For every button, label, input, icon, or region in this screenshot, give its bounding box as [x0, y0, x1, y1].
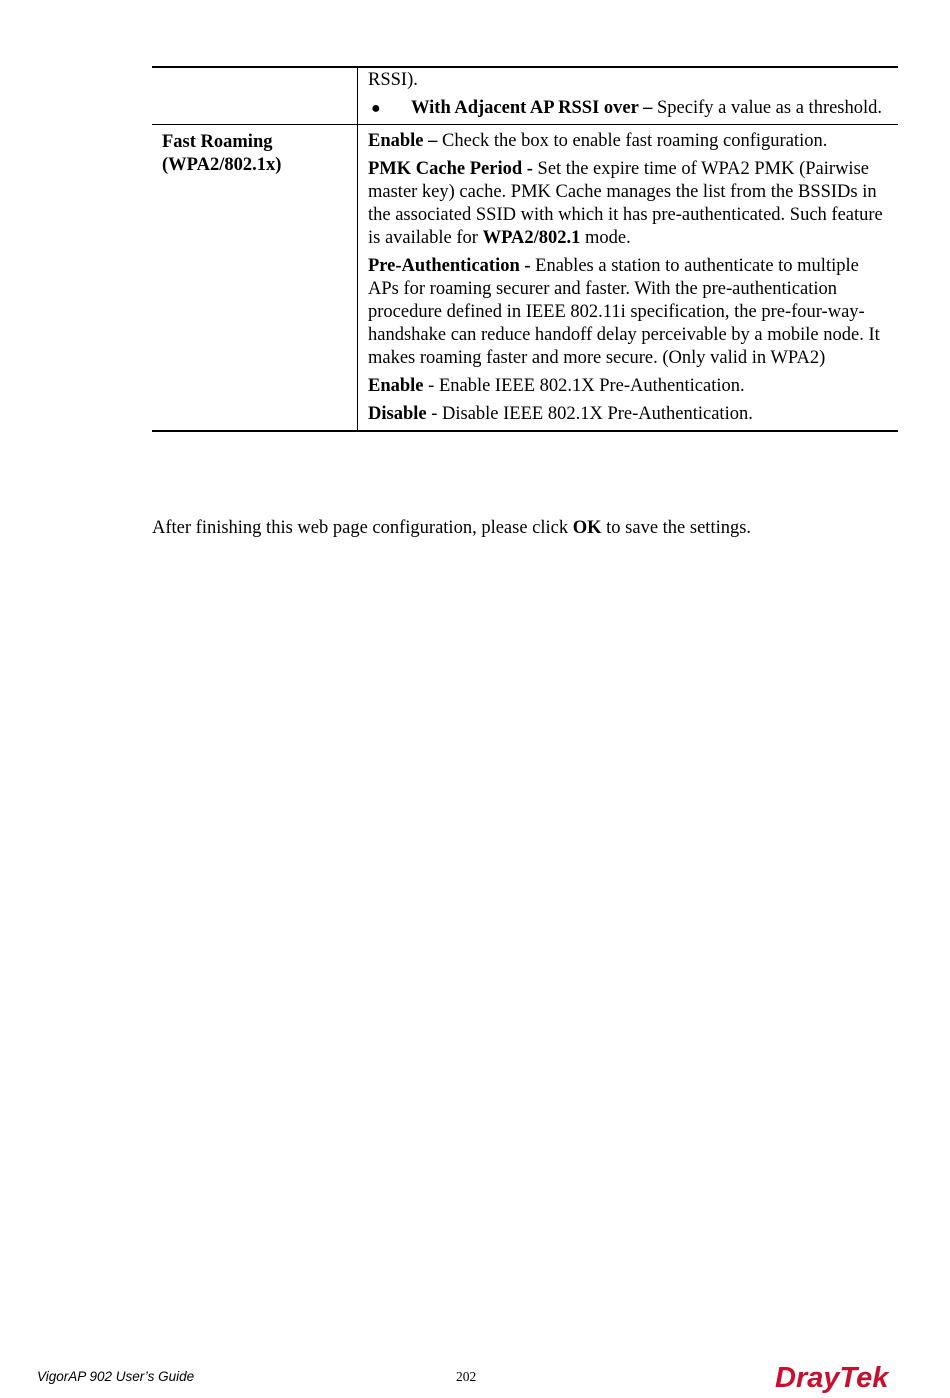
- description-text: RSSI).: [368, 70, 418, 90]
- bullet-dot-icon: ●: [371, 100, 381, 117]
- bullet-text: With Adjacent AP RSSI over – Specify a value as a threshold.: [411, 98, 883, 118]
- preauth-description: Pre-Authentication - Enables a station to authenticate to multiple APs for roaming securer and faster. With the pre-authentication procedure defined in IEEE 802.11i specification, the pre-four-way-handshake can reduce handoff delay perceivable by a mobile node. It makes roaming faster and more secure. (Only valid in WPA2): [368, 256, 880, 368]
- draytek-logo: [775, 1360, 900, 1394]
- enable-description: Enable – Check the box to enable fast roaming configuration.: [368, 131, 828, 151]
- description-cell: [358, 67, 899, 125]
- label-cell: [152, 125, 358, 432]
- table-row: [152, 125, 898, 432]
- pmk-description: PMK Cache Period - Set the expire time of WPA2 PMK (Pairwise master key) cache. PMK Cache manages the list from the BSSIDs in the associated SSID with which it has pre-authenticated. Such feature is available for WPA2/802.1 mode.: [368, 159, 883, 248]
- bullet-item: [368, 97, 888, 120]
- row-label-line2: (WPA2/802.1x): [162, 155, 282, 175]
- preauth-enable-description: Enable - Enable IEEE 802.1X Pre-Authentication.: [368, 376, 745, 396]
- table-row: [152, 67, 898, 125]
- description-cell: [358, 125, 899, 432]
- logo-wordmark: DrayTek: [775, 1362, 889, 1394]
- page-number: 202: [456, 1369, 477, 1384]
- label-cell: [152, 67, 358, 125]
- row-label-line1: Fast Roaming: [162, 132, 273, 152]
- footer-guide-title: VigorAP 902 User’s Guide: [37, 1369, 195, 1384]
- preauth-disable-description: Disable - Disable IEEE 802.1X Pre-Authentication.: [368, 404, 753, 424]
- parameter-table: [152, 66, 898, 432]
- closing-instruction: After finishing this web page configuration, please click OK to save the settings.: [152, 518, 752, 538]
